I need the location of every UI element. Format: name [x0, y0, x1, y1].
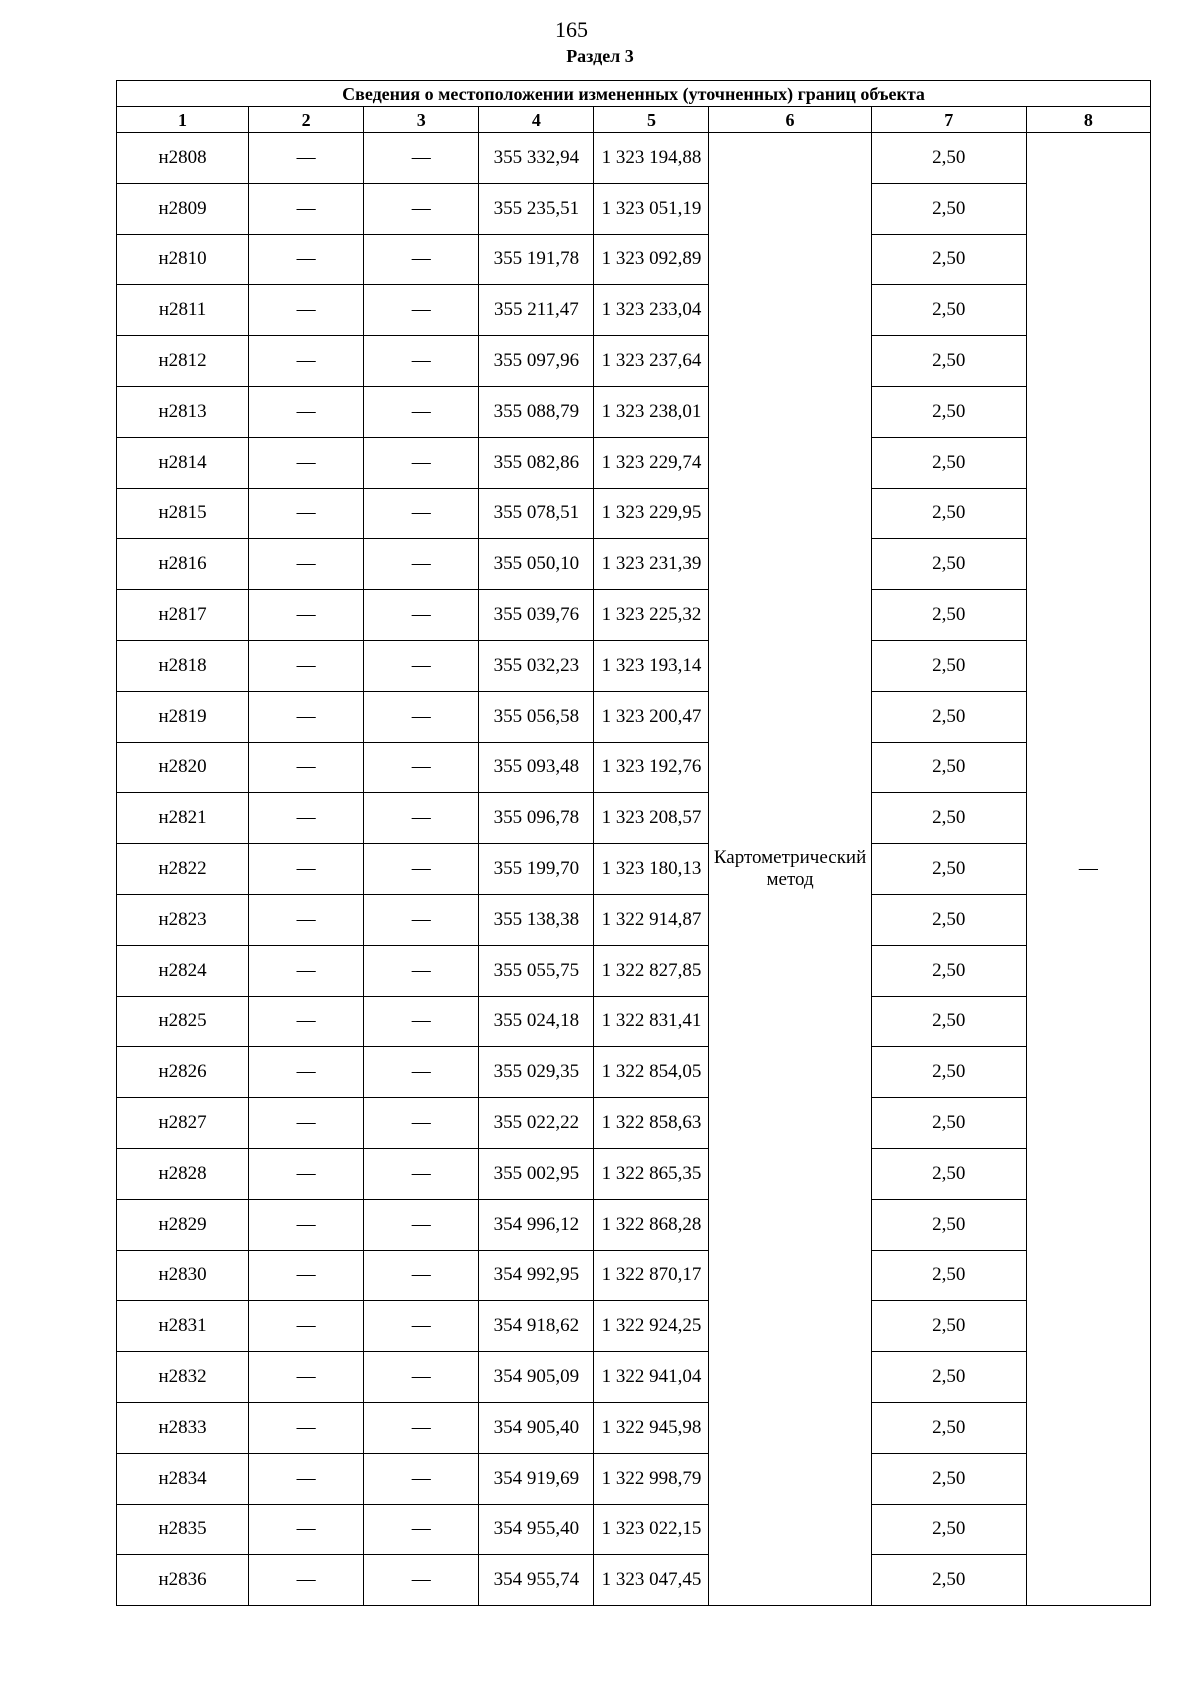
accuracy-cell: 2,50: [871, 336, 1026, 387]
table-title: Сведения о местоположении измененных (уточненных) границ объекта: [117, 81, 1151, 107]
x-coordinate-cell: 355 050,10: [479, 539, 594, 590]
method-cell: Картометрический метод: [709, 133, 871, 1606]
table-row: [117, 1098, 1151, 1149]
x-coordinate-cell: 354 955,74: [479, 1555, 594, 1606]
col3-cell: —: [364, 640, 479, 691]
accuracy-cell: 2,50: [871, 437, 1026, 488]
x-coordinate-cell: 354 955,40: [479, 1504, 594, 1555]
col2-cell: —: [249, 1199, 364, 1250]
x-coordinate-cell: 355 039,76: [479, 590, 594, 641]
col3-cell: —: [364, 996, 479, 1047]
column-number: 1: [117, 107, 249, 133]
col2-cell: —: [249, 183, 364, 234]
accuracy-cell: 2,50: [871, 1301, 1026, 1352]
point-name-cell: н2812: [117, 336, 249, 387]
col3-cell: —: [364, 945, 479, 996]
table-row: [117, 1301, 1151, 1352]
col2-cell: —: [249, 437, 364, 488]
col2-cell: —: [249, 1402, 364, 1453]
point-name-cell: н2819: [117, 691, 249, 742]
col2-cell: —: [249, 336, 364, 387]
x-coordinate-cell: 354 905,40: [479, 1402, 594, 1453]
y-coordinate-cell: 1 323 225,32: [594, 590, 709, 641]
col2-cell: —: [249, 1301, 364, 1352]
col3-cell: —: [364, 437, 479, 488]
table-row: [117, 793, 1151, 844]
accuracy-cell: 2,50: [871, 1148, 1026, 1199]
col2-cell: —: [249, 1504, 364, 1555]
col3-cell: —: [364, 1098, 479, 1149]
table-row: [117, 1453, 1151, 1504]
point-name-cell: н2833: [117, 1402, 249, 1453]
point-name-cell: н2811: [117, 285, 249, 336]
col3-cell: —: [364, 539, 479, 590]
table-row: [117, 234, 1151, 285]
table-row: [117, 640, 1151, 691]
x-coordinate-cell: 355 022,22: [479, 1098, 594, 1149]
col2-cell: —: [249, 1148, 364, 1199]
accuracy-cell: 2,50: [871, 945, 1026, 996]
col3-cell: —: [364, 793, 479, 844]
boundary-table: [116, 80, 1151, 1606]
y-coordinate-cell: 1 322 868,28: [594, 1199, 709, 1250]
table-row: [117, 336, 1151, 387]
table-row: [117, 742, 1151, 793]
table-row: [117, 691, 1151, 742]
point-name-cell: н2834: [117, 1453, 249, 1504]
y-coordinate-cell: 1 322 914,87: [594, 894, 709, 945]
table-row: [117, 844, 1151, 895]
x-coordinate-cell: 354 918,62: [479, 1301, 594, 1352]
x-coordinate-cell: 355 055,75: [479, 945, 594, 996]
point-name-cell: н2817: [117, 590, 249, 641]
point-name-cell: н2830: [117, 1250, 249, 1301]
table-row: [117, 996, 1151, 1047]
y-coordinate-cell: 1 323 208,57: [594, 793, 709, 844]
x-coordinate-cell: 355 211,47: [479, 285, 594, 336]
page-number: 165: [555, 17, 588, 42]
point-name-cell: н2813: [117, 386, 249, 437]
col3-cell: —: [364, 1555, 479, 1606]
x-coordinate-cell: 354 905,09: [479, 1352, 594, 1403]
accuracy-cell: 2,50: [871, 1504, 1026, 1555]
x-coordinate-cell: 354 919,69: [479, 1453, 594, 1504]
column-number: 4: [479, 107, 594, 133]
point-name-cell: н2827: [117, 1098, 249, 1149]
accuracy-cell: 2,50: [871, 234, 1026, 285]
table-row: [117, 133, 1151, 184]
table-row: [117, 1555, 1151, 1606]
point-name-cell: н2825: [117, 996, 249, 1047]
col2-cell: —: [249, 133, 364, 184]
y-coordinate-cell: 1 323 229,74: [594, 437, 709, 488]
col2-cell: —: [249, 1047, 364, 1098]
col2-cell: —: [249, 894, 364, 945]
point-name-cell: н2836: [117, 1555, 249, 1606]
x-coordinate-cell: 355 024,18: [479, 996, 594, 1047]
y-coordinate-cell: 1 322 998,79: [594, 1453, 709, 1504]
table-row: [117, 386, 1151, 437]
y-coordinate-cell: 1 322 827,85: [594, 945, 709, 996]
table-row: [117, 183, 1151, 234]
accuracy-cell: 2,50: [871, 539, 1026, 590]
col2-cell: —: [249, 539, 364, 590]
x-coordinate-cell: 355 078,51: [479, 488, 594, 539]
table-row: [117, 539, 1151, 590]
point-name-cell: н2810: [117, 234, 249, 285]
y-coordinate-cell: 1 323 200,47: [594, 691, 709, 742]
y-coordinate-cell: 1 323 237,64: [594, 336, 709, 387]
point-name-cell: н2821: [117, 793, 249, 844]
point-name-cell: н2829: [117, 1199, 249, 1250]
col2-cell: —: [249, 590, 364, 641]
y-coordinate-cell: 1 323 192,76: [594, 742, 709, 793]
col3-cell: —: [364, 1453, 479, 1504]
col2-cell: —: [249, 386, 364, 437]
point-name-cell: н2818: [117, 640, 249, 691]
col2-cell: —: [249, 234, 364, 285]
x-coordinate-cell: 355 138,38: [479, 894, 594, 945]
point-name-cell: н2809: [117, 183, 249, 234]
col2-cell: —: [249, 1250, 364, 1301]
y-coordinate-cell: 1 322 858,63: [594, 1098, 709, 1149]
point-name-cell: н2835: [117, 1504, 249, 1555]
point-name-cell: н2822: [117, 844, 249, 895]
table-row: [117, 488, 1151, 539]
y-coordinate-cell: 1 322 865,35: [594, 1148, 709, 1199]
x-coordinate-cell: 355 032,23: [479, 640, 594, 691]
table-row: [117, 1199, 1151, 1250]
y-coordinate-cell: 1 323 047,45: [594, 1555, 709, 1606]
column-number: 5: [594, 107, 709, 133]
y-coordinate-cell: 1 322 854,05: [594, 1047, 709, 1098]
y-coordinate-cell: 1 323 180,13: [594, 844, 709, 895]
y-coordinate-cell: 1 322 945,98: [594, 1402, 709, 1453]
col3-cell: —: [364, 488, 479, 539]
x-coordinate-cell: 355 191,78: [479, 234, 594, 285]
col3-cell: —: [364, 894, 479, 945]
point-name-cell: н2816: [117, 539, 249, 590]
x-coordinate-cell: 355 082,86: [479, 437, 594, 488]
accuracy-cell: 2,50: [871, 1047, 1026, 1098]
table-row: [117, 1250, 1151, 1301]
y-coordinate-cell: 1 322 941,04: [594, 1352, 709, 1403]
col2-cell: —: [249, 1098, 364, 1149]
col2-cell: —: [249, 691, 364, 742]
accuracy-cell: 2,50: [871, 133, 1026, 184]
col2-cell: —: [249, 1453, 364, 1504]
point-name-cell: н2820: [117, 742, 249, 793]
col3-cell: —: [364, 183, 479, 234]
col3-cell: —: [364, 234, 479, 285]
accuracy-cell: 2,50: [871, 1402, 1026, 1453]
point-name-cell: н2826: [117, 1047, 249, 1098]
col3-cell: —: [364, 1352, 479, 1403]
y-coordinate-cell: 1 323 022,15: [594, 1504, 709, 1555]
table-row: [117, 1504, 1151, 1555]
accuracy-cell: 2,50: [871, 1453, 1026, 1504]
column-number: 2: [249, 107, 364, 133]
col2-cell: —: [249, 285, 364, 336]
table-row: [117, 437, 1151, 488]
accuracy-cell: 2,50: [871, 1352, 1026, 1403]
table-row: [117, 1352, 1151, 1403]
point-name-cell: н2824: [117, 945, 249, 996]
y-coordinate-cell: 1 323 194,88: [594, 133, 709, 184]
col3-cell: —: [364, 1199, 479, 1250]
col3-cell: —: [364, 590, 479, 641]
accuracy-cell: 2,50: [871, 894, 1026, 945]
accuracy-cell: 2,50: [871, 793, 1026, 844]
y-coordinate-cell: 1 323 231,39: [594, 539, 709, 590]
col8-cell: —: [1026, 133, 1150, 1606]
col2-cell: —: [249, 793, 364, 844]
table-row: [117, 945, 1151, 996]
table-row: [117, 1402, 1151, 1453]
table-row: [117, 1047, 1151, 1098]
point-name-cell: н2814: [117, 437, 249, 488]
col3-cell: —: [364, 691, 479, 742]
col3-cell: —: [364, 133, 479, 184]
column-number: 6: [709, 107, 871, 133]
col2-cell: —: [249, 488, 364, 539]
column-number: 3: [364, 107, 479, 133]
accuracy-cell: 2,50: [871, 386, 1026, 437]
accuracy-cell: 2,50: [871, 1199, 1026, 1250]
column-number-row: [117, 107, 1151, 133]
x-coordinate-cell: 355 029,35: [479, 1047, 594, 1098]
col3-cell: —: [364, 1301, 479, 1352]
point-name-cell: н2823: [117, 894, 249, 945]
x-coordinate-cell: 355 096,78: [479, 793, 594, 844]
column-number: 7: [871, 107, 1026, 133]
accuracy-cell: 2,50: [871, 742, 1026, 793]
col2-cell: —: [249, 742, 364, 793]
col3-cell: —: [364, 1402, 479, 1453]
col2-cell: —: [249, 945, 364, 996]
col3-cell: —: [364, 742, 479, 793]
col3-cell: —: [364, 386, 479, 437]
col3-cell: —: [364, 1250, 479, 1301]
point-name-cell: н2808: [117, 133, 249, 184]
x-coordinate-cell: 355 097,96: [479, 336, 594, 387]
col2-cell: —: [249, 996, 364, 1047]
col3-cell: —: [364, 1148, 479, 1199]
x-coordinate-cell: 355 088,79: [479, 386, 594, 437]
point-name-cell: н2815: [117, 488, 249, 539]
y-coordinate-cell: 1 323 092,89: [594, 234, 709, 285]
column-number: 8: [1026, 107, 1150, 133]
col3-cell: —: [364, 1047, 479, 1098]
accuracy-cell: 2,50: [871, 183, 1026, 234]
table-row: [117, 285, 1151, 336]
y-coordinate-cell: 1 323 233,04: [594, 285, 709, 336]
x-coordinate-cell: 355 093,48: [479, 742, 594, 793]
section-title: Раздел 3: [566, 46, 634, 66]
table-row: [117, 590, 1151, 641]
col3-cell: —: [364, 844, 479, 895]
y-coordinate-cell: 1 322 831,41: [594, 996, 709, 1047]
table-title-row: [117, 81, 1151, 107]
col2-cell: —: [249, 640, 364, 691]
point-name-cell: н2828: [117, 1148, 249, 1199]
col3-cell: —: [364, 1504, 479, 1555]
col3-cell: —: [364, 285, 479, 336]
point-name-cell: н2832: [117, 1352, 249, 1403]
accuracy-cell: 2,50: [871, 844, 1026, 895]
col2-cell: —: [249, 1555, 364, 1606]
y-coordinate-cell: 1 323 193,14: [594, 640, 709, 691]
y-coordinate-cell: 1 322 870,17: [594, 1250, 709, 1301]
col2-cell: —: [249, 844, 364, 895]
x-coordinate-cell: 355 332,94: [479, 133, 594, 184]
table-row: [117, 894, 1151, 945]
y-coordinate-cell: 1 323 051,19: [594, 183, 709, 234]
accuracy-cell: 2,50: [871, 1098, 1026, 1149]
table-body: [117, 133, 1151, 1606]
accuracy-cell: 2,50: [871, 1555, 1026, 1606]
accuracy-cell: 2,50: [871, 691, 1026, 742]
x-coordinate-cell: 355 235,51: [479, 183, 594, 234]
table-row: [117, 1148, 1151, 1199]
x-coordinate-cell: 354 996,12: [479, 1199, 594, 1250]
accuracy-cell: 2,50: [871, 488, 1026, 539]
x-coordinate-cell: 355 056,58: [479, 691, 594, 742]
x-coordinate-cell: 355 002,95: [479, 1148, 594, 1199]
y-coordinate-cell: 1 322 924,25: [594, 1301, 709, 1352]
accuracy-cell: 2,50: [871, 640, 1026, 691]
accuracy-cell: 2,50: [871, 1250, 1026, 1301]
accuracy-cell: 2,50: [871, 996, 1026, 1047]
y-coordinate-cell: 1 323 238,01: [594, 386, 709, 437]
x-coordinate-cell: 355 199,70: [479, 844, 594, 895]
accuracy-cell: 2,50: [871, 590, 1026, 641]
x-coordinate-cell: 354 992,95: [479, 1250, 594, 1301]
accuracy-cell: 2,50: [871, 285, 1026, 336]
y-coordinate-cell: 1 323 229,95: [594, 488, 709, 539]
col2-cell: —: [249, 1352, 364, 1403]
point-name-cell: н2831: [117, 1301, 249, 1352]
col3-cell: —: [364, 336, 479, 387]
